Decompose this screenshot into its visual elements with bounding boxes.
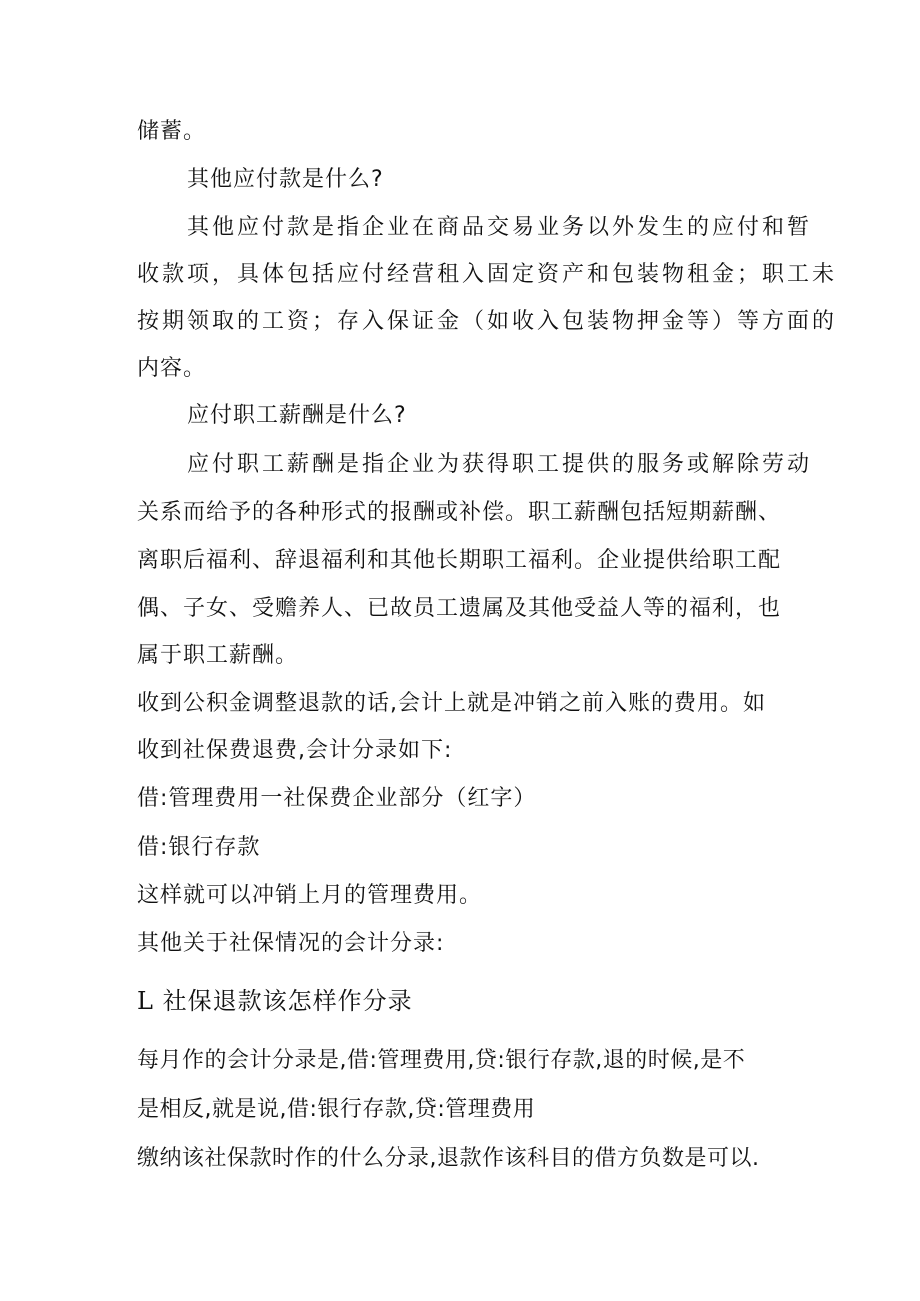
journal-entry: 借:管理费用一社保费企业部分（红字）	[137, 786, 537, 811]
journal-entry: 借:银行存款	[137, 835, 261, 860]
paragraph-line: 属于职工薪酬。	[137, 643, 299, 668]
question-heading: 其他应付款是什么?	[187, 167, 384, 192]
section-heading: L 社保退款该怎样作分录	[137, 987, 413, 1015]
paragraph-line: 收款项，具体包括应付经营租入固定资产和包装物租金；职工未	[137, 262, 838, 287]
paragraph-line: 这样就可以冲销上月的管理费用。	[137, 883, 483, 908]
paragraph-line: 每月作的会计分录是,借:管理费用,贷:银行存款,退的时候,是不	[137, 1048, 746, 1073]
paragraph-line: 是相反,就是说,借:银行存款,贷:管理费用	[137, 1097, 536, 1122]
paragraph-line: 其他关于社保情况的会计分录:	[137, 931, 445, 956]
paragraph-line: 缴纳该社保款时作的什么分录,退款作该科目的借方负数是可以.	[137, 1146, 760, 1171]
paragraph-line: 其他应付款是指企业在商品交易业务以外发生的应付和暂	[187, 215, 813, 240]
paragraph-line: 按期领取的工资；存入保证金（如收入包装物押金等）等方面的	[137, 309, 838, 334]
paragraph-line: 应付职工薪酬是指企业为获得职工提供的服务或解除劳动	[187, 452, 813, 477]
text-line: 储蓄。	[137, 119, 207, 144]
question-heading: 应付职工薪酬是什么?	[187, 403, 407, 428]
paragraph-line: 收到公积金调整退款的话,会计上就是冲销之前入账的费用。如	[137, 691, 766, 716]
paragraph-line: 偶、子女、受赡养人、已故员工遗属及其他受益人等的福利，也	[137, 596, 782, 621]
paragraph-line: 收到社保费退费,会计分录如下:	[137, 738, 453, 763]
paragraph-line: 离职后福利、辞退福利和其他长期职工福利。企业提供给职工配	[137, 548, 782, 573]
paragraph-line: 内容。	[137, 356, 207, 381]
paragraph-line: 关系而给予的各种形式的报酬或补偿。职工薪酬包括短期薪酬、	[137, 500, 782, 525]
